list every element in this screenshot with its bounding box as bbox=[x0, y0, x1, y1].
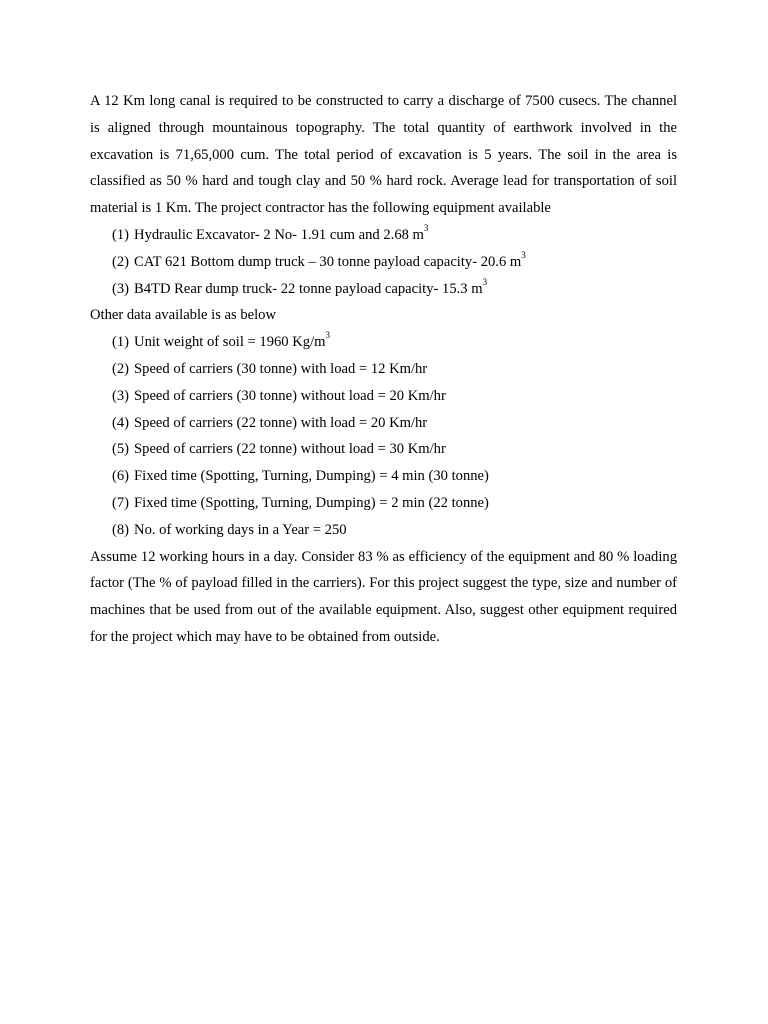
superscript: 3 bbox=[325, 330, 330, 341]
list-item-text-body: Hydraulic Excavator- 2 No- 1.91 cum and 2.68 m bbox=[134, 226, 424, 243]
list-item bbox=[90, 356, 677, 383]
list-item-text bbox=[134, 276, 487, 303]
list-item-number: (6) bbox=[112, 468, 130, 485]
list-item-text: No. of working days in a Year = 250 bbox=[134, 521, 347, 538]
list-item-text: Speed of carriers (30 tonne) without load = 20 Km/hr bbox=[134, 387, 446, 404]
intro-paragraph: A 12 Km long canal is required to be constructed to carry a discharge of 7500 cusecs. The channel is aligned through mountainous topography. The total quantity of earthwork involved in the excavation is 71,65,000 cum. The total period of excavation is 5 years. The soil in the area is classified as 50 % hard and tough clay and 50 % hard rock. Average lead for transportation of soil material is 1 Km. The project contractor has the following equipment available bbox=[90, 93, 677, 217]
other-data-heading: Other data available is as below bbox=[90, 307, 276, 324]
list-item bbox=[90, 410, 677, 437]
data-list bbox=[90, 329, 677, 543]
document-page bbox=[90, 88, 677, 651]
list-item-text: Fixed time (Spotting, Turning, Dumping) = 4 min (30 tonne) bbox=[134, 468, 489, 485]
list-item-number: (5) bbox=[112, 441, 130, 458]
list-item-number: (1) bbox=[112, 334, 130, 351]
list-item bbox=[90, 517, 677, 544]
list-item-text-body: Unit weight of soil = 1960 Kg/m bbox=[134, 334, 326, 351]
list-item bbox=[90, 436, 677, 463]
list-item bbox=[90, 383, 677, 410]
list-item-text bbox=[134, 222, 428, 249]
list-item-number: (2) bbox=[112, 360, 130, 377]
list-item-text-body: CAT 621 Bottom dump truck – 30 tonne payload capacity- 20.6 m bbox=[134, 253, 522, 270]
list-item-number: (8) bbox=[112, 521, 130, 538]
list-item-text: Speed of carriers (22 tonne) with load = 20 Km/hr bbox=[134, 414, 428, 431]
list-item-number: (7) bbox=[112, 494, 130, 511]
list-item bbox=[90, 222, 677, 249]
list-item bbox=[90, 249, 677, 276]
list-item-text-body: B4TD Rear dump truck- 22 tonne payload capacity- 15.3 m bbox=[134, 280, 483, 297]
superscript: 3 bbox=[482, 276, 488, 287]
list-item-number: (2) bbox=[112, 253, 130, 270]
list-item-number: (3) bbox=[112, 387, 130, 404]
list-item-number: (1) bbox=[112, 226, 130, 243]
list-item bbox=[90, 329, 677, 356]
list-item bbox=[90, 490, 677, 517]
list-item-text: Fixed time (Spotting, Turning, Dumping) = 2 min (22 tonne) bbox=[134, 494, 489, 511]
list-item-text: Speed of carriers (30 tonne) with load = 12 Km/hr bbox=[134, 360, 428, 377]
list-item bbox=[90, 463, 677, 490]
superscript: 3 bbox=[521, 249, 526, 260]
list-item-text bbox=[134, 329, 330, 356]
list-item-text bbox=[134, 249, 526, 276]
list-item-text: Speed of carriers (22 tonne) without load = 30 Km/hr bbox=[134, 441, 446, 458]
list-item-number: (3) bbox=[112, 280, 130, 297]
equipment-list bbox=[90, 222, 677, 302]
list-item-number: (4) bbox=[112, 414, 130, 431]
closing-paragraph: Assume 12 working hours in a day. Consider 83 % as efficiency of the equipment and 80 % loading factor (The % of payload filled in the carriers). For this project suggest the type, size and number of machines that be used from out of the available equipment. Also, suggest other equipment required for the project which may have to be obtained from outside. bbox=[90, 548, 677, 645]
superscript: 3 bbox=[423, 223, 429, 234]
list-item bbox=[90, 276, 677, 303]
